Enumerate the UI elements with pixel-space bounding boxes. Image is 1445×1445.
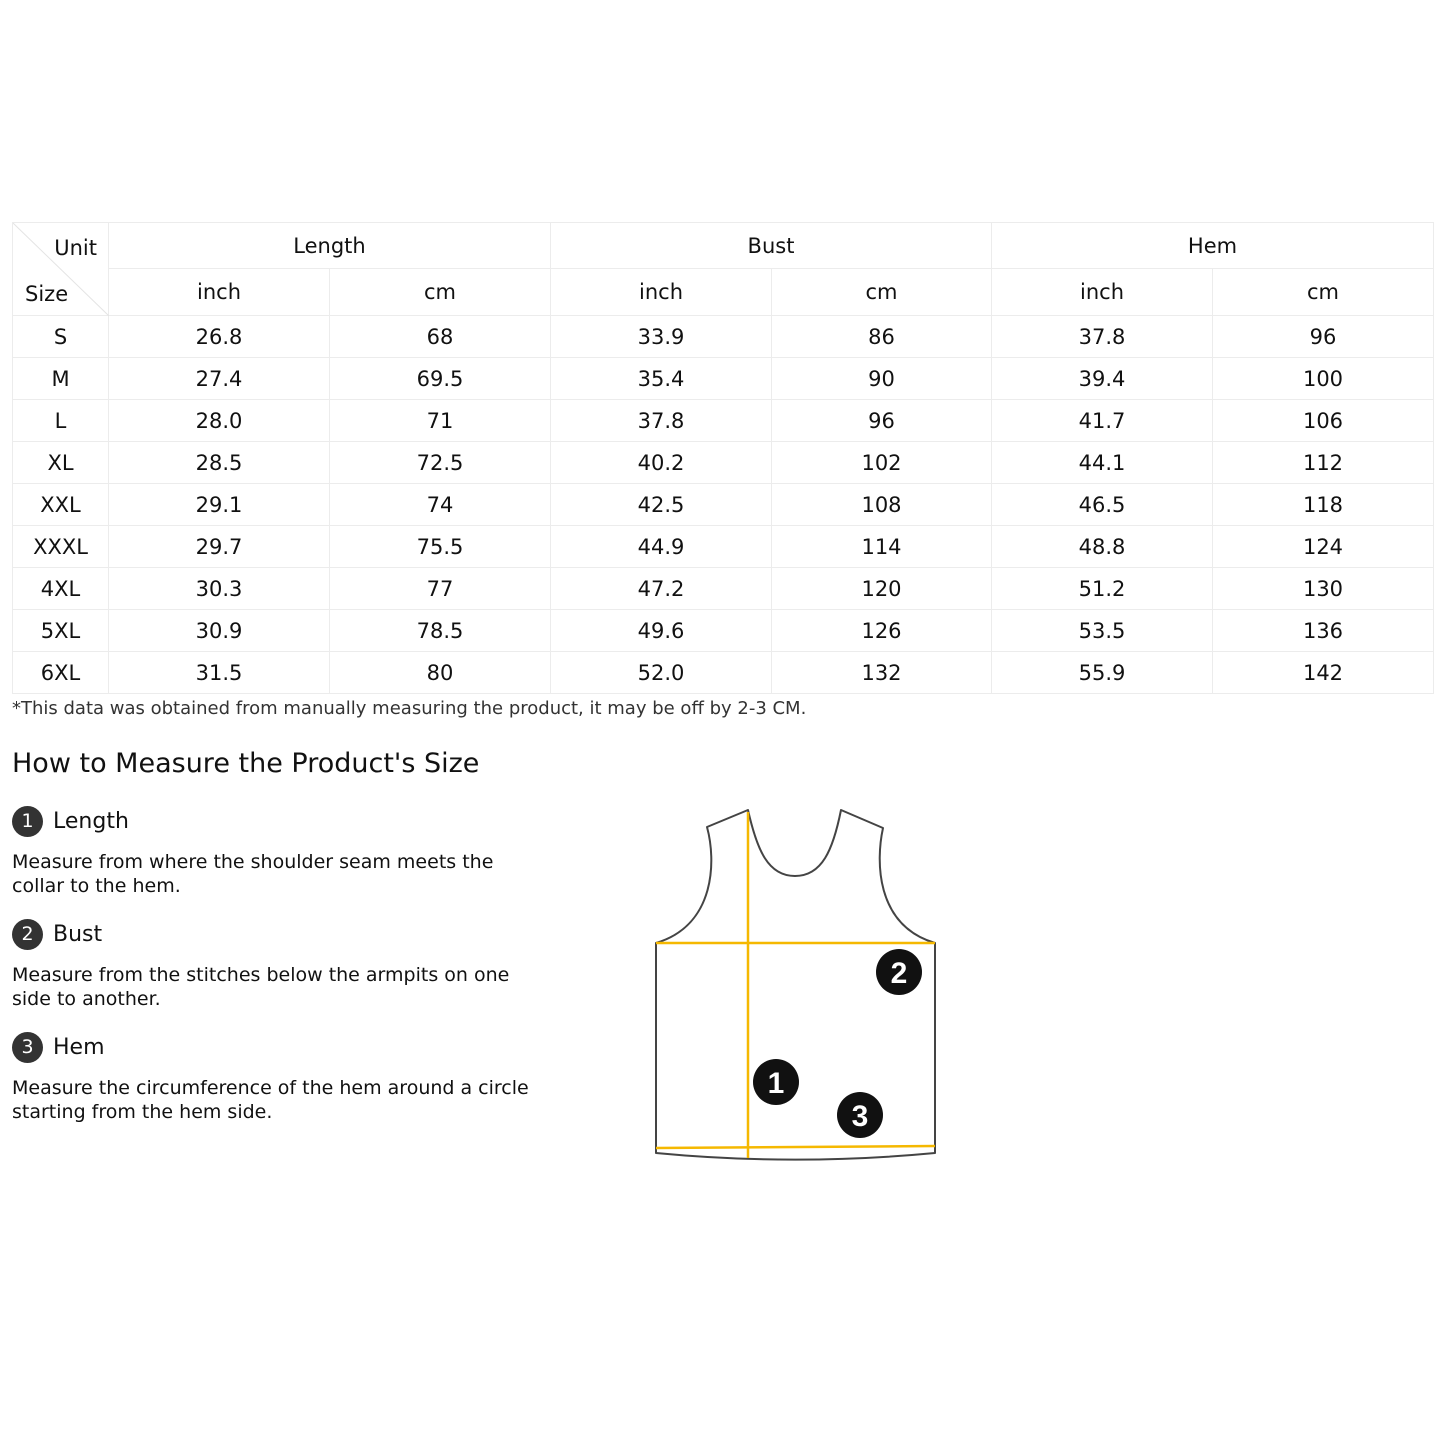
measurement-cell: 51.2 bbox=[992, 568, 1213, 610]
size-cell: 6XL bbox=[13, 652, 109, 694]
measurement-cell: 41.7 bbox=[992, 400, 1213, 442]
size-cell: 5XL bbox=[13, 610, 109, 652]
step-title: Bust bbox=[53, 921, 103, 947]
measurement-cell: 71 bbox=[330, 400, 551, 442]
measurement-cell: 132 bbox=[772, 652, 992, 694]
measurement-cell: 114 bbox=[772, 526, 992, 568]
measurement-cell: 126 bbox=[772, 610, 992, 652]
corner-unit-label: Unit bbox=[54, 236, 97, 260]
unit-header: inch bbox=[109, 269, 330, 316]
measurement-cell: 40.2 bbox=[551, 442, 772, 484]
measurement-cell: 136 bbox=[1213, 610, 1434, 652]
corner-size-label: Size bbox=[25, 282, 69, 306]
step-description: Measure from where the shoulder seam meets the collar to the hem. bbox=[12, 851, 494, 897]
step-number-badge: 3 bbox=[12, 1032, 43, 1063]
measurement-cell: 112 bbox=[1213, 442, 1434, 484]
table-row bbox=[13, 484, 1434, 526]
measurement-cell: 39.4 bbox=[992, 358, 1213, 400]
measurement-cell: 130 bbox=[1213, 568, 1434, 610]
measurement-cell: 42.5 bbox=[551, 484, 772, 526]
hem-measure-line bbox=[656, 1146, 935, 1148]
size-cell: XXL bbox=[13, 484, 109, 526]
measurement-cell: 90 bbox=[772, 358, 992, 400]
measurement-cell: 75.5 bbox=[330, 526, 551, 568]
measurement-cell: 118 bbox=[1213, 484, 1434, 526]
size-chart-table bbox=[12, 222, 1434, 694]
measurement-cell: 28.0 bbox=[109, 400, 330, 442]
size-cell: M bbox=[13, 358, 109, 400]
measurement-cell: 78.5 bbox=[330, 610, 551, 652]
measurement-cell: 72.5 bbox=[330, 442, 551, 484]
marker-length bbox=[753, 1059, 799, 1105]
measurement-footnote: *This data was obtained from manually measuring the product, it may be off by 2-3 CM. bbox=[12, 698, 807, 719]
measurement-cell: 29.7 bbox=[109, 526, 330, 568]
measurement-cell: 33.9 bbox=[551, 316, 772, 358]
table-row bbox=[13, 652, 1434, 694]
size-cell: 4XL bbox=[13, 568, 109, 610]
measurement-cell: 31.5 bbox=[109, 652, 330, 694]
unit-header: cm bbox=[772, 269, 992, 316]
table-row bbox=[13, 358, 1434, 400]
size-cell: XL bbox=[13, 442, 109, 484]
measurement-cell: 49.6 bbox=[551, 610, 772, 652]
group-header-bust: Bust bbox=[551, 223, 992, 269]
how-to-measure-title: How to Measure the Product's Size bbox=[12, 748, 480, 779]
measurement-cell: 100 bbox=[1213, 358, 1434, 400]
table-row bbox=[13, 526, 1434, 568]
group-header-length: Length bbox=[109, 223, 551, 269]
measurement-cell: 80 bbox=[330, 652, 551, 694]
measurement-cell: 26.8 bbox=[109, 316, 330, 358]
measurement-cell: 30.9 bbox=[109, 610, 330, 652]
step-title: Hem bbox=[53, 1034, 105, 1060]
table-row bbox=[13, 568, 1434, 610]
step-description: Measure the circumference of the hem around a circle starting from the hem side. bbox=[12, 1077, 529, 1123]
table-corner-header bbox=[13, 223, 109, 316]
measurement-cell: 46.5 bbox=[992, 484, 1213, 526]
measurement-cell: 28.5 bbox=[109, 442, 330, 484]
measurement-cell: 44.1 bbox=[992, 442, 1213, 484]
measurement-cell: 48.8 bbox=[992, 526, 1213, 568]
measurement-cell: 69.5 bbox=[330, 358, 551, 400]
marker-hem-label: 3 bbox=[851, 1100, 869, 1133]
tank-top-diagram bbox=[640, 800, 960, 1180]
measurement-cell: 120 bbox=[772, 568, 992, 610]
measurement-cell: 29.1 bbox=[109, 484, 330, 526]
step-bust-header bbox=[12, 918, 102, 950]
measurement-cell: 35.4 bbox=[551, 358, 772, 400]
marker-length-label: 1 bbox=[767, 1067, 785, 1100]
measurement-cell: 68 bbox=[330, 316, 551, 358]
marker-bust-label: 2 bbox=[890, 957, 908, 990]
measurement-cell: 37.8 bbox=[992, 316, 1213, 358]
measurement-cell: 77 bbox=[330, 568, 551, 610]
table-row bbox=[13, 442, 1434, 484]
table-row bbox=[13, 316, 1434, 358]
step-number-badge: 1 bbox=[12, 806, 43, 837]
table-body bbox=[13, 316, 1434, 694]
size-cell: L bbox=[13, 400, 109, 442]
unit-header: inch bbox=[992, 269, 1213, 316]
measurement-cell: 86 bbox=[772, 316, 992, 358]
measurement-cell: 102 bbox=[772, 442, 992, 484]
size-cell: XXXL bbox=[13, 526, 109, 568]
measurement-cell: 106 bbox=[1213, 400, 1434, 442]
measurement-cell: 142 bbox=[1213, 652, 1434, 694]
measurement-cell: 74 bbox=[330, 484, 551, 526]
group-header-hem: Hem bbox=[992, 223, 1434, 269]
measurement-cell: 124 bbox=[1213, 526, 1434, 568]
measurement-cell: 30.3 bbox=[109, 568, 330, 610]
marker-hem bbox=[837, 1092, 883, 1138]
measurement-cell: 44.9 bbox=[551, 526, 772, 568]
measurement-cell: 27.4 bbox=[109, 358, 330, 400]
measurement-cell: 53.5 bbox=[992, 610, 1213, 652]
unit-header: inch bbox=[551, 269, 772, 316]
marker-bust bbox=[876, 949, 922, 995]
measurement-cell: 52.0 bbox=[551, 652, 772, 694]
table-row bbox=[13, 400, 1434, 442]
measurement-cell: 47.2 bbox=[551, 568, 772, 610]
table-row bbox=[13, 610, 1434, 652]
measurement-cell: 96 bbox=[772, 400, 992, 442]
step-length-header bbox=[12, 805, 129, 837]
step-description: Measure from the stitches below the armpits on one side to another. bbox=[12, 964, 510, 1010]
measurement-cell: 96 bbox=[1213, 316, 1434, 358]
measurement-cell: 37.8 bbox=[551, 400, 772, 442]
measurement-cell: 108 bbox=[772, 484, 992, 526]
measurement-cell: 55.9 bbox=[992, 652, 1213, 694]
unit-header: cm bbox=[330, 269, 551, 316]
step-hem-header bbox=[12, 1031, 105, 1063]
step-number-badge: 2 bbox=[12, 919, 43, 950]
step-title: Length bbox=[53, 808, 129, 834]
unit-header: cm bbox=[1213, 269, 1434, 316]
size-cell: S bbox=[13, 316, 109, 358]
